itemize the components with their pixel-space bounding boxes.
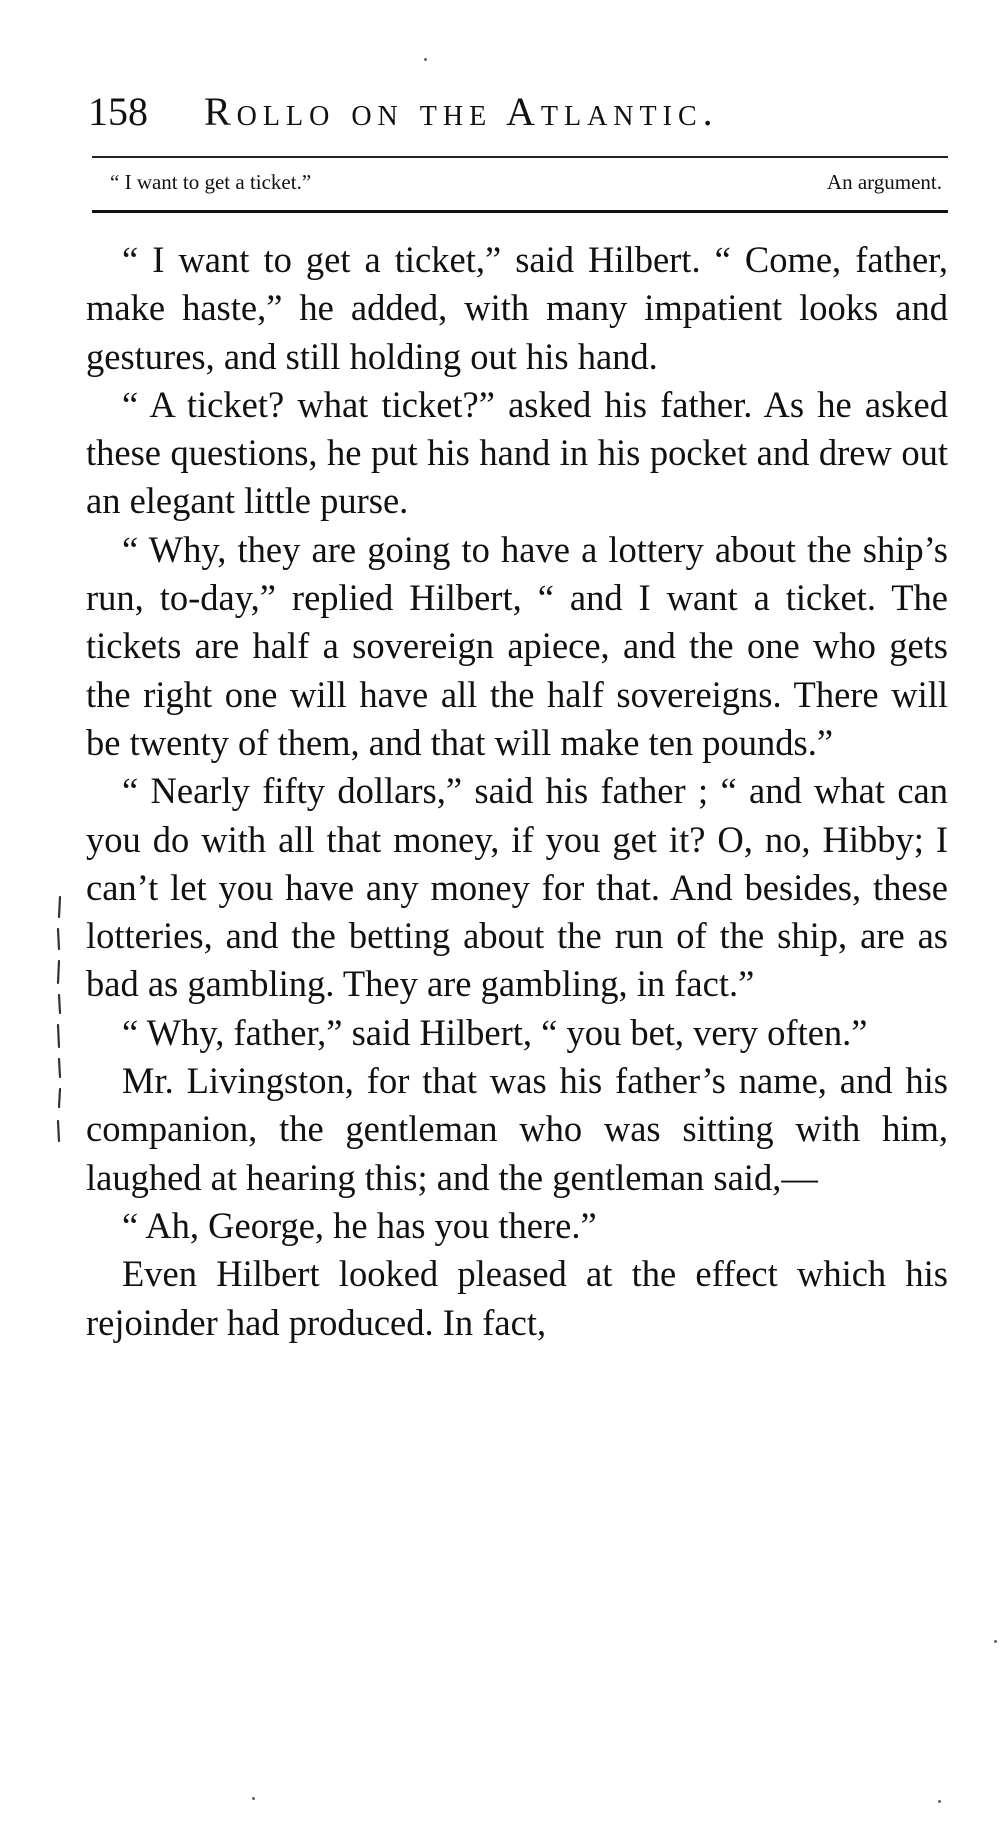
paragraph: “ Ah, George, he has you there.”: [122, 1204, 597, 1246]
paper-speck: [994, 1640, 997, 1643]
paper-speck: [252, 1797, 255, 1800]
caption-left: “ I want to get a ticket.”: [110, 170, 312, 194]
paragraph: “ Why, father,” said Hilbert, “ you bet, very often.”: [122, 1011, 868, 1053]
paragraph: “ I want to get a ticket,” said Hilbert. “ Come, father, make haste,” he added, with many impatient looks and gestures, and still holding out his hand.: [86, 239, 948, 377]
caption-right: An argument.: [826, 170, 942, 194]
margin-pencil-mark: [54, 895, 66, 1145]
paragraph: “ A ticket? what ticket?” asked his father. As he asked these questions, he put his hand in his pocket and drew out an elegant little purse.: [86, 383, 948, 522]
paragraph: Mr. Livingston, for that was his father’s name, and his companion, the gentleman who was sitting with him, laughed at hearing this; and the gentleman said,—: [86, 1060, 948, 1198]
top-rule: [92, 156, 948, 158]
running-head: [88, 88, 948, 136]
book-title: Rollo on the Atlantic.: [204, 89, 719, 134]
paragraph: Even Hilbert looked pleased at the effect which his rejoinder had produced. In fact,: [86, 1253, 948, 1343]
bottom-rule: [92, 210, 948, 213]
paragraph: “ Why, they are going to have a lottery about the ship’s run, to-day,” replied Hilbert, “ and I want a ticket. The tickets are half a sovereign apiece, and the one who gets the right one will have all the half sovereigns. There will be twenty of them, and that will make ten pounds.”: [86, 528, 948, 763]
page-number: 158: [88, 89, 148, 134]
body-text: [86, 236, 948, 1347]
paper-speck: [938, 1800, 941, 1803]
paragraph: “ Nearly fifty dollars,” said his father ; “ and what can you do with all that money, if you get it? O, no, Hibby; I can’t let you have any money for that. And besides, these lotteries, and the betting about the run of the ship, are as bad as gambling. They are gambling, in fact.”: [86, 770, 948, 1005]
paper-speck: [424, 58, 427, 61]
